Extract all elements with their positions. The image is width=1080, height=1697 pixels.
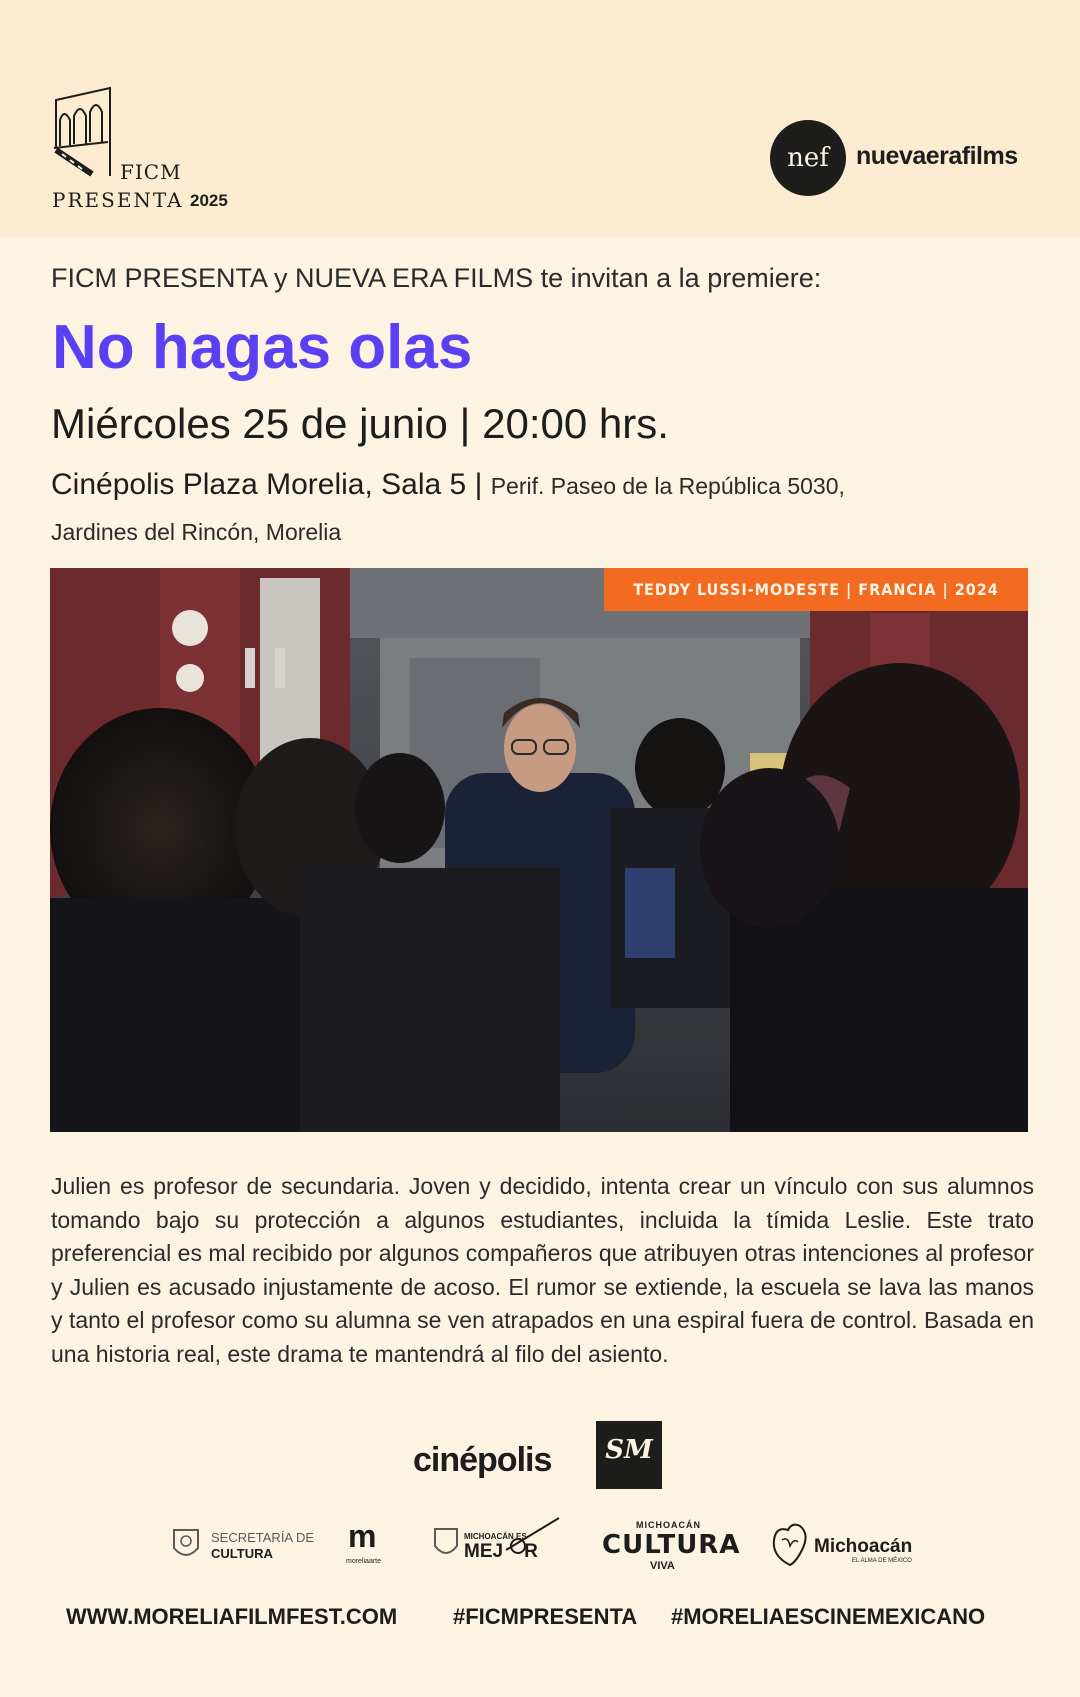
michoacan-cultura-viva-logo (602, 1520, 741, 1576)
venue-address-line1: Perif. Paseo de la República 5030, (490, 473, 845, 499)
secretaria-line1: SECRETARÍA DE (211, 1530, 315, 1545)
butterfly-emblem-icon (768, 1520, 812, 1570)
hashtag-ficmpresenta: #FICMPRESENTA (453, 1604, 638, 1629)
nef-circle-mark: nef (770, 120, 846, 196)
hashtag-moreliaescinemexicano: #MORELIAESCINEMEXICANO (671, 1604, 986, 1629)
screening-date-time: Miércoles 25 de junio | 20:00 hrs. (51, 400, 669, 447)
michoacan-word: Michoacán (814, 1536, 913, 1557)
secretaria-line2: CULTURA (211, 1546, 273, 1561)
cinepolis-logo: cinépolis (413, 1441, 552, 1479)
el-sol-de-morelia-logo (596, 1421, 662, 1489)
nuevaerafilms-logo (770, 120, 1040, 200)
cultura-viva-bottom: VIVA (650, 1560, 675, 1572)
arches-icon (52, 78, 122, 178)
pen-tool-icon (504, 1514, 564, 1554)
venue-name: Cinépolis Plaza Morelia, Sala 5 (51, 468, 467, 501)
michoacan-alma-de-mexico-logo (768, 1520, 918, 1570)
film-credit-tag: TEDDY LUSSI-MODESTE | FRANCIA | 2024 (604, 568, 1028, 611)
website-link[interactable]: WWW.MORELIAFILMFEST.COM (66, 1604, 398, 1629)
michoacan-es-top: MICHOACÁN ES (464, 1532, 527, 1541)
michoacan-es-mejor-logo (432, 1514, 572, 1564)
coat-of-arms-icon (170, 1526, 202, 1562)
distributor-name: nuevaerafilms (856, 142, 1018, 170)
michoacan-tagline: EL ALMA DE MÉXICO (852, 1558, 912, 1564)
venue-address-line2: Jardines del Rincón, Morelia (51, 519, 342, 545)
film-still-illustration (50, 568, 1028, 1132)
moreliaarte-logo (346, 1518, 396, 1570)
presenta-wordmark: PRESENTA (52, 188, 184, 212)
edition-year: 2025 (190, 191, 228, 210)
michoacan-shield-icon (432, 1526, 460, 1562)
venue-separator: | (474, 468, 483, 501)
film-title: No hagas olas (52, 313, 473, 382)
morelia-m-mark: m (348, 1518, 377, 1554)
film-still-image (50, 568, 1028, 1132)
secretaria-cultura-logo (170, 1524, 320, 1564)
venue-line (51, 468, 981, 502)
morelia-caption: moreliaarte (346, 1558, 382, 1565)
michoacan-es-bottom: MEJ R (464, 1541, 538, 1562)
sm-monogram: SM (605, 1435, 653, 1465)
ficm-presenta-logo (52, 78, 252, 218)
cultura-viva-top: MICHOACÁN (636, 1520, 701, 1530)
film-synopsis: Julien es profesor de secundaria. Joven y decidido, intenta crear un vínculo con sus alumnos tomando bajo su protección a algunos estudiantes, incluida la tímida Leslie. Este trato preferencial es mal recibido por algunos compañeros que atribuyen otras intenciones al profesor y Julien es acusado injustamente de acoso. El rumor se extiende, la escuela se lava las manos y tanto el profesor como su alumna se ven atrapados en una espiral fuera de control. Basada en una historia real, este drama te mantendrá al filo del asiento. (51, 1173, 1034, 1367)
cultura-viva-mid: CULTURA (602, 1530, 741, 1560)
footer (0, 1604, 1080, 1644)
invitation-intro: FICM PRESENTA y NUEVA ERA FILMS te invitan a la premiere: (51, 263, 822, 293)
ficm-wordmark: FICM (120, 160, 182, 184)
